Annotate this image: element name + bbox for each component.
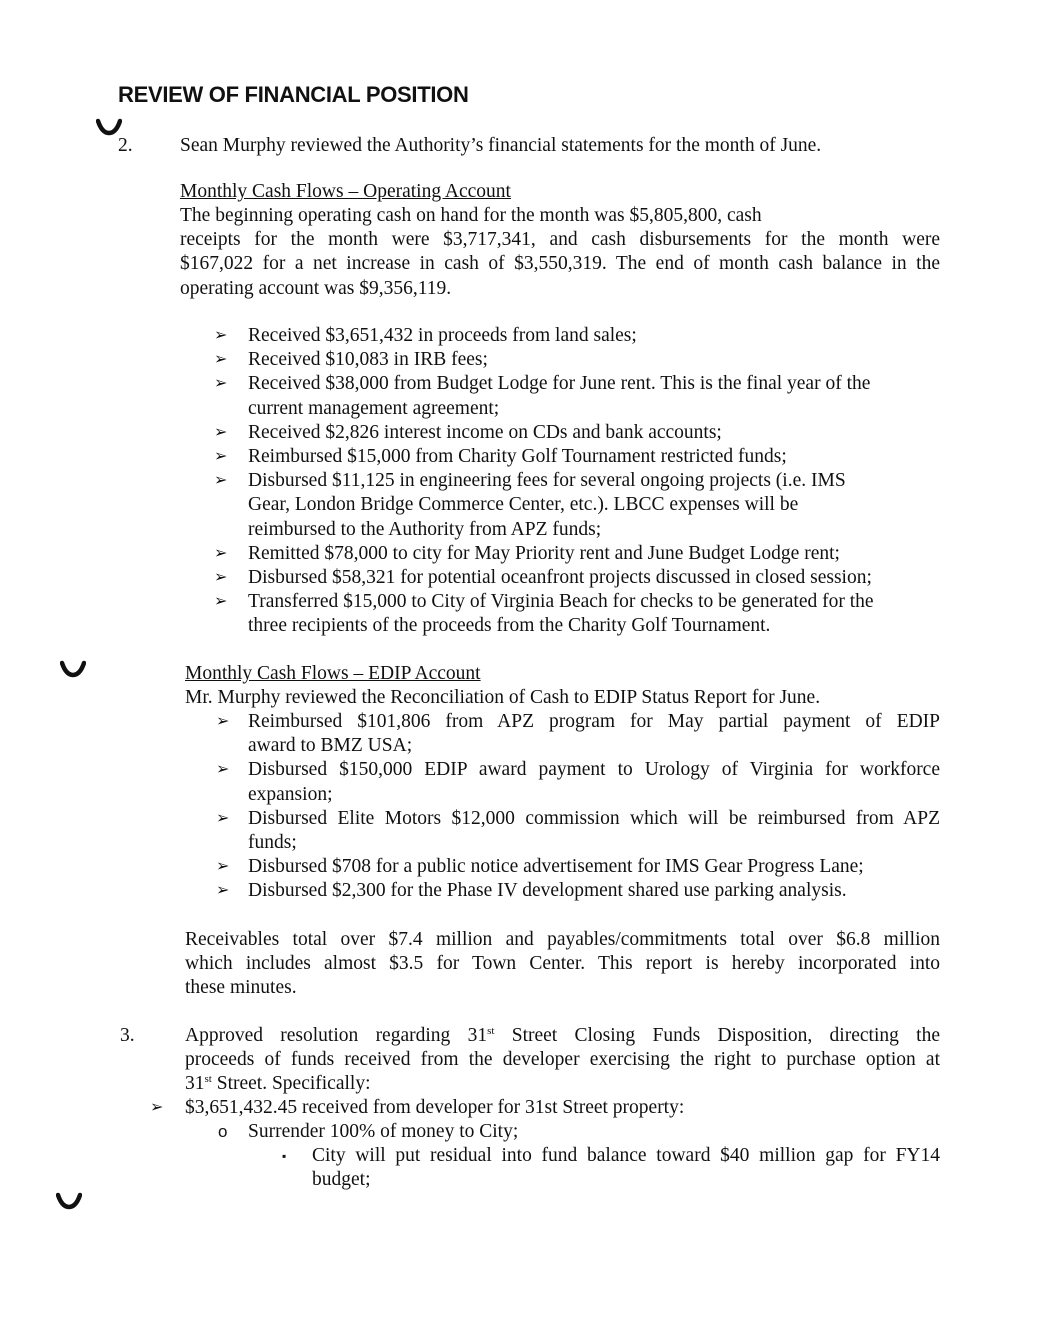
list-item-text: $3,651,432.45 received from developer for 31st Street property: bbox=[185, 1097, 685, 1118]
list-item-text: expansion; bbox=[248, 783, 333, 805]
arrow-bullet-icon: ➢ bbox=[214, 472, 228, 490]
check-mark-icon bbox=[56, 1192, 82, 1210]
list-item-text: Remitted $78,000 to city for May Priority rent and June Budget Lodge rent; bbox=[248, 542, 840, 564]
list-item bbox=[214, 348, 954, 372]
list-item bbox=[216, 879, 940, 903]
list-item bbox=[216, 855, 940, 879]
arrow-bullet-icon: ➢ bbox=[214, 593, 228, 611]
square-bullet-icon: ▪ bbox=[282, 1149, 287, 1163]
arrow-bullet-icon: ➢ bbox=[214, 569, 228, 587]
list-item bbox=[214, 542, 954, 566]
list-item-text: three recipients of the proceeds from the Charity Golf Tournament. bbox=[248, 615, 771, 637]
list-item-text: current management agreement; bbox=[248, 397, 500, 419]
list-item-text: Disbursed $11,125 in engineering fees for several ongoing projects (i.e. IMS bbox=[248, 470, 846, 492]
arrow-bullet-icon: ➢ bbox=[214, 351, 228, 369]
list-item-text: Reimbursed $101,806 from APZ program for May partial payment of EDIP bbox=[248, 711, 940, 732]
list-item bbox=[214, 445, 954, 469]
edip-bullet-list bbox=[216, 710, 940, 904]
circle-bullet-icon: o bbox=[218, 1122, 228, 1141]
paragraph-line: these minutes. bbox=[185, 977, 297, 999]
list-item-text: Reimbursed $15,000 from Charity Golf Tournament restricted funds; bbox=[248, 446, 787, 468]
paragraph-line: The beginning operating cash on hand for the month was $5,805,800, cash bbox=[180, 205, 762, 226]
arrow-bullet-icon: ➢ bbox=[214, 448, 228, 466]
arrow-bullet-icon: ➢ bbox=[214, 544, 228, 562]
list-item bbox=[214, 421, 954, 445]
operating-paragraph bbox=[180, 204, 940, 301]
receivables-paragraph bbox=[185, 928, 940, 1001]
sub-sub-list-item bbox=[282, 1144, 940, 1192]
paragraph-line: Approved resolution regarding 31st Street Closing Funds Disposition, directing the bbox=[185, 1025, 940, 1046]
list-item-text: Received $3,651,432 in proceeds from land sales; bbox=[248, 325, 637, 346]
list-item-text: reimbursed to the Authority from APZ funds; bbox=[248, 518, 602, 540]
operating-bullet-list bbox=[214, 324, 954, 639]
arrow-bullet-icon: ➢ bbox=[214, 423, 228, 441]
list-item bbox=[150, 1096, 950, 1120]
list-item bbox=[216, 710, 940, 758]
paragraph-line: City will put residual into fund balance toward $40 million gap for FY14 bbox=[312, 1145, 940, 1166]
arrow-bullet-icon: ➢ bbox=[216, 882, 230, 900]
arrow-bullet-icon: ➢ bbox=[216, 858, 230, 876]
list-item-text: Gear, London Bridge Commerce Center, etc.). LBCC expenses will be bbox=[248, 494, 799, 516]
list-item-text: Disbursed $2,300 for the Phase IV development shared use parking analysis. bbox=[248, 880, 847, 902]
paragraph-line: budget; bbox=[312, 1169, 371, 1191]
paragraph-line: which includes almost $3.5 for Town Center. This report is hereby incorporated into bbox=[185, 953, 940, 975]
list-item bbox=[214, 590, 954, 638]
item-number: 2. bbox=[118, 135, 133, 156]
list-item-text: Disbursed $150,000 EDIP award payment to Urology of Virginia for workforce bbox=[248, 759, 940, 781]
sub-list-item bbox=[218, 1120, 518, 1144]
paragraph-line: receipts for the month were $3,717,341, and cash disbursements for the month were bbox=[180, 229, 940, 251]
item-text: Sean Murphy reviewed the Authority’s financial statements for the month of June. bbox=[180, 135, 822, 156]
list-item bbox=[214, 566, 954, 590]
list-item-text: Received $2,826 interest income on CDs and bank accounts; bbox=[248, 421, 722, 443]
list-item bbox=[214, 324, 954, 348]
edip-heading: Monthly Cash Flows – EDIP Account bbox=[185, 663, 481, 684]
paragraph-line: $167,022 for a net increase in cash of $3,550,319. The end of month cash balance in the bbox=[180, 253, 940, 275]
arrow-bullet-icon: ➢ bbox=[216, 761, 230, 779]
paragraph-line: proceeds of funds received from the developer exercising the right to purchase option at bbox=[185, 1049, 940, 1071]
list-item-text: Disbursed Elite Motors $12,000 commission which will be reimbursed from APZ bbox=[248, 807, 940, 829]
list-item-text: Received $38,000 from Budget Lodge for June rent. This is the final year of the bbox=[248, 373, 871, 395]
list-item-text: Surrender 100% of money to City; bbox=[248, 1121, 519, 1142]
arrow-bullet-icon: ➢ bbox=[216, 809, 230, 827]
edip-intro: Mr. Murphy reviewed the Reconciliation of Cash to EDIP Status Report for June. bbox=[185, 687, 821, 708]
check-mark-icon bbox=[60, 660, 86, 678]
paragraph-line: 31st Street. Specifically: bbox=[185, 1073, 371, 1095]
paragraph-line: operating account was $9,356,119. bbox=[180, 277, 452, 299]
list-item-text: Disbursed $708 for a public notice advertisement for IMS Gear Progress Lane; bbox=[248, 856, 864, 878]
item-number: 3. bbox=[120, 1025, 135, 1046]
list-item bbox=[216, 758, 940, 806]
operating-heading: Monthly Cash Flows – Operating Account bbox=[180, 181, 511, 202]
arrow-bullet-icon: ➢ bbox=[214, 327, 228, 344]
list-item-text: Disbursed $58,321 for potential oceanfront projects discussed in closed session; bbox=[248, 567, 872, 589]
list-item-text: funds; bbox=[248, 832, 297, 854]
list-item bbox=[216, 807, 940, 855]
arrow-bullet-icon: ➢ bbox=[214, 375, 228, 393]
section-title: REVIEW OF FINANCIAL POSITION bbox=[118, 82, 469, 107]
list-item-text bbox=[282, 1144, 940, 1192]
list-item-text: Received $10,083 in IRB fees; bbox=[248, 349, 488, 371]
list-item bbox=[214, 469, 954, 542]
arrow-bullet-icon: ➢ bbox=[216, 713, 230, 730]
item-text bbox=[185, 1024, 940, 1097]
list-item bbox=[214, 372, 954, 420]
list-item-text: Transferred $15,000 to City of Virginia Beach for checks to be generated for the bbox=[248, 591, 874, 613]
paragraph-line: Receivables total over $7.4 million and payables/commitments total over $6.8 million bbox=[185, 929, 940, 950]
arrow-bullet-icon: ➢ bbox=[150, 1099, 164, 1116]
list-item-text: award to BMZ USA; bbox=[248, 735, 413, 757]
